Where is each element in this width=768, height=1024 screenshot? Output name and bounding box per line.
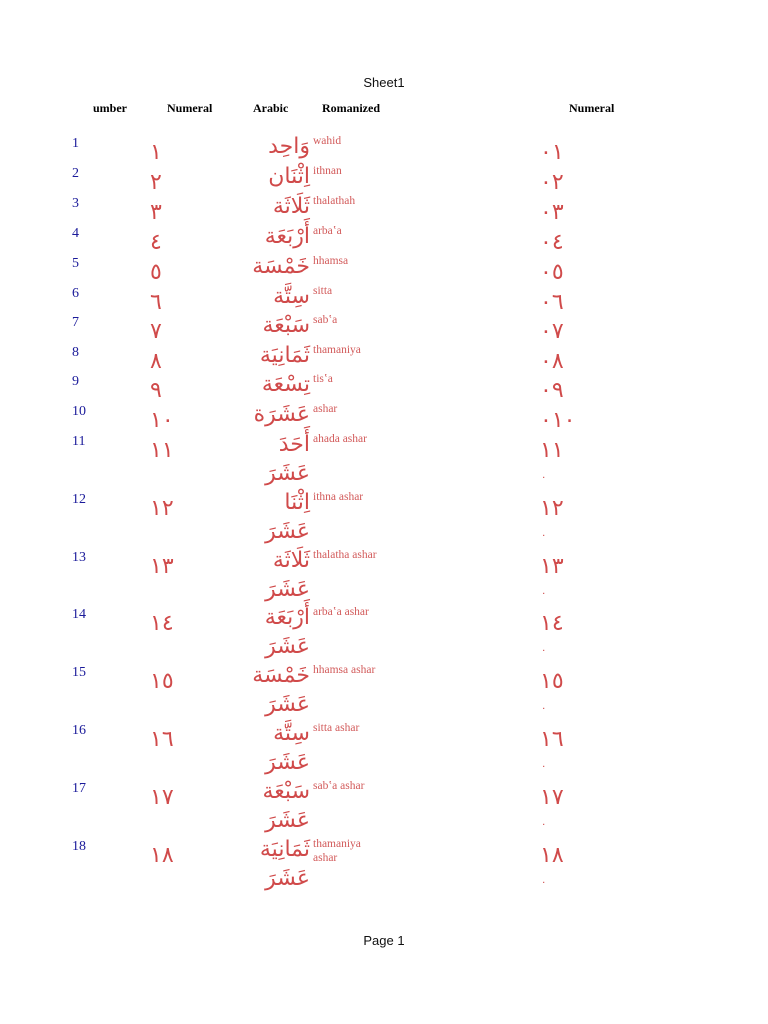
numeral-cell: ٢ bbox=[150, 170, 162, 195]
arabic-cell: سِتَّة عَشَرَ bbox=[265, 721, 310, 775]
romanized-cell: arbaʽa bbox=[313, 225, 342, 237]
arabic-cell: أَحَدَ عَشَرَ bbox=[265, 432, 310, 486]
numeral-2-cell: ٠٩ bbox=[540, 378, 564, 403]
number-cell: 2 bbox=[72, 166, 79, 181]
number-cell: 18 bbox=[72, 839, 86, 854]
numeral-2-dot: ٠ bbox=[541, 819, 547, 830]
romanized-cell: ithnan bbox=[313, 165, 342, 177]
numeral-2-cell: ١٧ bbox=[540, 785, 564, 810]
numeral-2-cell: ٠٧ bbox=[540, 319, 564, 344]
numeral-2-dot: ٠ bbox=[541, 703, 547, 714]
page-footer: Page 1 bbox=[363, 933, 405, 948]
arabic-cell: سَبْعَة عَشَرَ bbox=[262, 779, 310, 833]
numeral-cell: ٥ bbox=[150, 260, 162, 285]
romanized-cell: thamaniya bbox=[313, 344, 361, 356]
arabic-cell: أَرْبَعَة عَشَرَ bbox=[264, 605, 310, 659]
arabic-cell: ثَلَاثَة عَشَرَ bbox=[265, 548, 310, 602]
header-romanized: Romanized bbox=[322, 101, 380, 115]
numeral-cell: ١٢ bbox=[150, 496, 174, 521]
numeral-2-dot: ٠ bbox=[541, 761, 547, 772]
number-cell: 6 bbox=[72, 286, 79, 301]
romanized-cell: ahada ashar bbox=[313, 433, 367, 445]
number-cell: 12 bbox=[72, 492, 86, 507]
numeral-cell: ١ bbox=[150, 140, 162, 165]
numeral-2-cell: ٠١ bbox=[540, 140, 564, 165]
numeral-2-cell: ١٥ bbox=[540, 669, 564, 694]
numeral-2-cell: ١٨ bbox=[540, 843, 564, 868]
numeral-cell: ٨ bbox=[150, 349, 162, 374]
romanized-cell: thalatha ashar bbox=[313, 549, 377, 561]
number-cell: 15 bbox=[72, 665, 86, 680]
numeral-2-dot: ٠ bbox=[541, 588, 547, 599]
arabic-cell: تِسْعَة bbox=[261, 372, 310, 397]
romanized-cell: ithna ashar bbox=[313, 491, 364, 503]
romanized-cell: thamaniya ashar bbox=[313, 838, 361, 864]
numeral-cell: ١٨ bbox=[150, 843, 174, 868]
numeral-2-dot: ٠ bbox=[541, 645, 547, 656]
numeral-cell: ١٥ bbox=[150, 669, 174, 694]
number-cell: 10 bbox=[72, 404, 86, 419]
numeral-cell: ١٠ bbox=[150, 408, 174, 433]
numeral-cell: ١١ bbox=[150, 438, 174, 463]
numeral-cell: ٩ bbox=[150, 378, 162, 403]
numeral-2-cell: ١١ bbox=[540, 438, 564, 463]
number-cell: 13 bbox=[72, 550, 86, 565]
number-cell: 8 bbox=[72, 345, 79, 360]
numeral-2-cell: ١٤ bbox=[540, 611, 564, 636]
arabic-cell: وَاحِد bbox=[268, 134, 310, 159]
numeral-2-cell: ٠٨ bbox=[540, 349, 564, 374]
arabic-cell: سِتَّة bbox=[273, 284, 310, 309]
numeral-cell: ١٤ bbox=[150, 611, 174, 636]
numeral-cell: ٦ bbox=[150, 290, 162, 315]
number-cell: 7 bbox=[72, 315, 79, 330]
arabic-cell: اِثْنَا عَشَرَ bbox=[265, 490, 310, 544]
arabic-cell: ثَمَانِيَة عَشَرَ bbox=[259, 837, 310, 891]
numeral-2-cell: ١٢ bbox=[540, 496, 564, 521]
numeral-2-cell: ١٦ bbox=[540, 727, 564, 752]
arabic-cell: خَمْسَة عَشَرَ bbox=[252, 663, 310, 717]
romanized-cell: sitta ashar bbox=[313, 722, 360, 734]
arabic-cell: اِثْنَان bbox=[268, 164, 310, 189]
arabic-cell: ثَمَانِيَة bbox=[259, 343, 310, 368]
number-cell: 3 bbox=[72, 196, 79, 211]
arabic-cell: سَبْعَة bbox=[262, 313, 310, 338]
header-number: umber bbox=[93, 101, 127, 115]
header-numeral: Numeral bbox=[167, 101, 213, 115]
number-cell: 14 bbox=[72, 607, 86, 622]
numeral-2-dot: ٠ bbox=[541, 472, 547, 483]
numeral-2-cell: ١٣ bbox=[540, 554, 564, 579]
arabic-cell: أَرْبَعَة bbox=[264, 224, 310, 249]
numeral-cell: ٣ bbox=[150, 200, 162, 225]
romanized-cell: arbaʽa ashar bbox=[313, 606, 369, 618]
numeral-2-dot: ٠ bbox=[541, 530, 547, 541]
numeral-2-cell: ٠١٠ bbox=[540, 408, 576, 433]
romanized-cell: sabʽa bbox=[313, 314, 338, 326]
romanized-cell: hhamsa ashar bbox=[313, 664, 376, 676]
romanized-cell: ashar bbox=[313, 403, 338, 415]
romanized-cell: sitta bbox=[313, 285, 333, 297]
numeral-2-cell: ٠٥ bbox=[540, 260, 564, 285]
romanized-cell: hhamsa bbox=[313, 255, 349, 267]
sheet-title: Sheet1 bbox=[363, 75, 405, 90]
numeral-cell: ٧ bbox=[150, 319, 162, 344]
numeral-cell: ٤ bbox=[150, 230, 162, 255]
romanized-cell: tisʽa bbox=[313, 373, 333, 385]
number-cell: 5 bbox=[72, 256, 79, 271]
numeral-cell: ١٦ bbox=[150, 727, 174, 752]
romanized-cell: sabʽa ashar bbox=[313, 780, 365, 792]
number-cell: 1 bbox=[72, 136, 79, 151]
numeral-2-cell: ٠٦ bbox=[540, 290, 564, 315]
header-numeral-2: Numeral bbox=[569, 101, 615, 115]
number-cell: 4 bbox=[72, 226, 79, 241]
number-cell: 17 bbox=[72, 781, 86, 796]
numeral-2-cell: ٠٤ bbox=[540, 230, 564, 255]
arabic-cell: عَشَرَة bbox=[253, 402, 310, 427]
numeral-2-cell: ٠٣ bbox=[540, 200, 564, 225]
number-cell: 11 bbox=[72, 434, 86, 449]
numeral-2-cell: ٠٢ bbox=[540, 170, 564, 195]
number-cell: 16 bbox=[72, 723, 86, 738]
romanized-cell: thalathah bbox=[313, 195, 356, 207]
header-arabic: Arabic bbox=[253, 101, 289, 115]
romanized-cell: wahid bbox=[313, 135, 342, 147]
arabic-cell: خَمْسَة bbox=[252, 254, 310, 279]
number-cell: 9 bbox=[72, 374, 79, 389]
arabic-cell: ثَلَاثَة bbox=[272, 194, 310, 219]
numeral-cell: ١٧ bbox=[150, 785, 174, 810]
numeral-2-dot: ٠ bbox=[541, 877, 547, 888]
numeral-cell: ١٣ bbox=[150, 554, 174, 579]
